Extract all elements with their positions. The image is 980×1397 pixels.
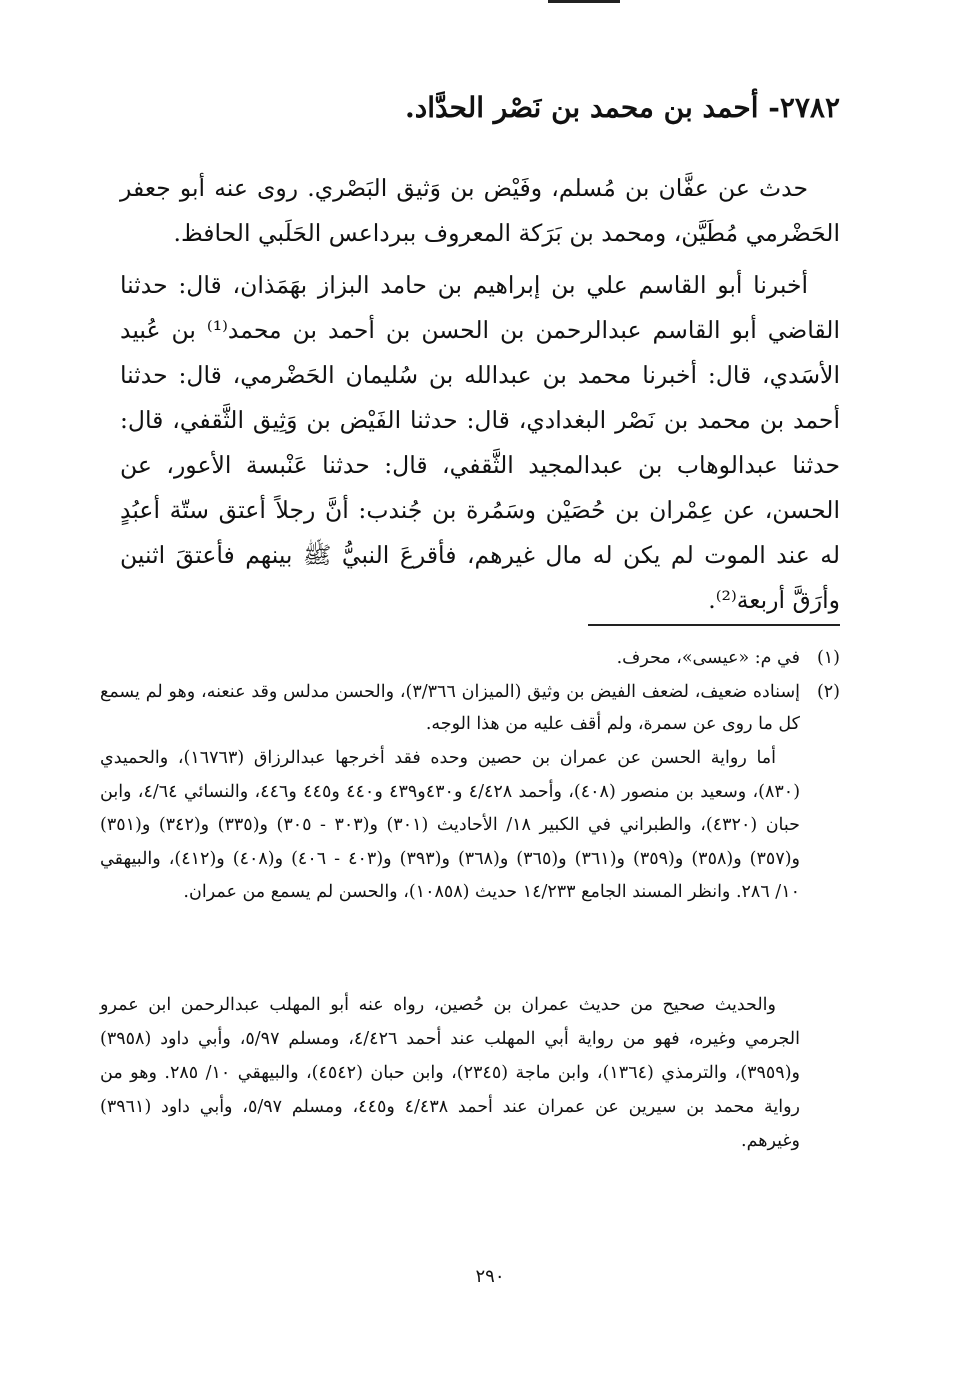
top-rule (548, 0, 620, 3)
entry-heading: ٢٧٨٢- أحمد بن محمد بن نَصْر الحدَّاد. (404, 91, 840, 124)
biography-paragraph: حدث عن عفَّان بن مُسلم، وفَيْض بن وَثيق البَصْري. روى عنه أبو جعفر الحَضْرمي مُطَيَّن، ومحمد بن بَرَكة المعروف ببرداعس الحَلَبي الحافظ. (120, 174, 840, 247)
footnote-1-number: (١) (816, 648, 840, 668)
footnote-2-text: إسناده ضعيف، لضعف الفيض بن وثيق (الميزان ٣/٣٦٦)، والحسن مدلس وقد عنعنه، وهو لم يسمع كل ما روى عن سمرة، ولم أقف عليه من هذا الوجه. (100, 682, 800, 734)
footnote-2-paragraph-3: والحديث صحيح من حديث عمران بن حُصين، رواه عنه أبو المهلب عبدالرحمن ابن عمرو الجرمي وغيره، فهو من رواية أبي المهلب عند أحمد ٤/٤٢٦، ومسلم ٥/٩٧، وأبي داود (٣٩٥٨) و(٣٩٥٩)، والترمذي (١٣٦٤)، وابن ماجة (٢٣٤٥)، وابن حبان (٤٥٤٢)، والبيهقي ١٠/ ٢٨٥. وهو من رواية محمد بن سيرين عن عمران عند أحمد ٤/٤٣٨ و٤٤٥، ومسلم ٥/٩٧، وأبي داود (٣٩٦١) وغيرهم. (100, 995, 800, 1151)
footnote-2-paragraph-2: أما رواية الحسن عن عمران بن حصين وحده فقد أخرجها عبدالرزاق (١٦٧٦٣)، والحميدي (٨٣٠)، وسعيد بن منصور (٤٠٨)، وأحمد ٤/٤٢٨ و٤٣٠و٤٣٩ و٤٤٠ و٤٤٥ و٤٤٦، والنسائي ٤/٦٤، وابن حبان (٤٣٢٠)، والطبراني في الكبير ١٨/ الأحاديث (٣٠١) و(٣٠٣ - ٣٠٥) و(٣٣٥) و(٣٤٢) و(٣٥١) و(٣٥٧) و(٣٥٨) و(٣٥٩) و(٣٦١) و(٣٦٥) و(٣٦٨) و(٣٩٣) و(٤٠٣ - ٤٠٦) و(٤٠٨) و(٤١٢)، والبيهقي ١٠/ ٢٨٦. وانظر المسند الجامع ١٤/٢٣٣ حديث (١٠٨٥٨)، والحسن لم يسمع من عمران. (100, 748, 801, 902)
footnote-separator (588, 624, 840, 626)
page-number: ٢٩٠ (475, 1266, 505, 1287)
footnote-1 (100, 642, 840, 674)
footnote-2-number: (٢) (816, 682, 840, 702)
footnote-1-text: في م: «عيسى»، محرف. (616, 648, 800, 668)
hadith-paragraph: أخبرنا أبو القاسم علي بن إبراهيم بن حامد البزاز بهَمَذان، قال: حدثنا القاضي أبو القاسم عبدالرحمن بن الحسن بن أحمد بن محمد⁽¹⁾ بن عُبيد الأسَدي، قال: أخبرنا محمد بن عبدالله بن سُليمان الحَضْرمي، قال: حدثنا أحمد بن محمد بن نَصْر البغدادي، قال: حدثنا الفَيْض بن وَثِيق الثَّقفي، قال: حدثنا عبدالوهاب بن عبدالمجيد الثَّقفي، قال: حدثنا عَنْبسة الأعور، عن الحسن، عن عِمْران بن حُصَيْن وسَمُرة بن جُندب: أنَّ رجلاً أعتق ستّة أعبُدٍ له عند الموت لم يكن له مال غيرهم، فأقرعَ النبيُّ ﷺ بينهم فأعتقَ اثنين وأرَقَّ أربعة⁽²⁾. (120, 271, 840, 614)
footnote-2 (100, 676, 840, 740)
